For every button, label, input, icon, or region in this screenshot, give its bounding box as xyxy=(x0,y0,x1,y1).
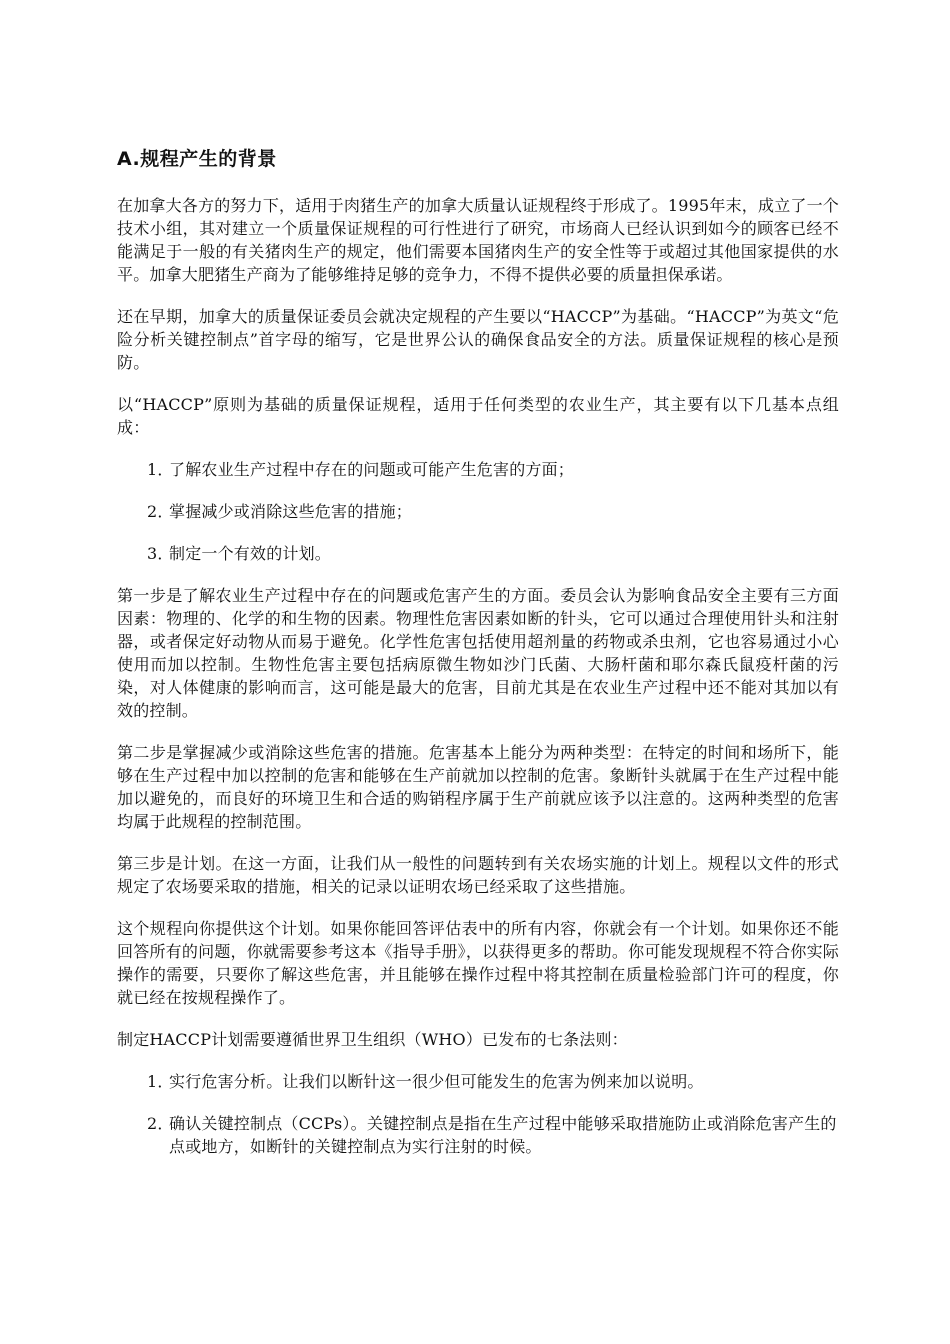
list-item-number: 2． xyxy=(147,1114,174,1133)
paragraph-haccp-points-intro: 以“HACCP”原则为基础的质量保证规程，适用于任何类型的农业生产，其主要有以下几基本点组成： xyxy=(117,395,839,437)
basic-points-list xyxy=(117,458,839,565)
list-item-number: 1． xyxy=(147,1072,174,1091)
paragraph-background: 在加拿大各方的努力下，适用于肉猪生产的加拿大质量认证规程终于形成了。1995年末，成立了一个技术小组，其对建立一个质量保证规程的可行性进行了研究，市场商人已经认识到如今的顾客已经不能满足于一般的有关猪肉生产的规定，他们需要本国猪肉生产的安全性等于或超过其他国家提供的水平。加拿大肥猪生产商为了能够维持足够的竞争力，不得不提供必要的质量担保承诺。 xyxy=(117,196,839,284)
list-item-text: 制定一个有效的计划。 xyxy=(169,544,332,563)
list-item-number: 3． xyxy=(147,544,174,563)
paragraph-haccp-basis: 还在早期，加拿大的质量保证委员会就决定规程的产生要以“HACCP”为基础。“HACCP”为英文“危险分析关键控制点”首字母的缩写，它是世界公认的确保食品安全的方法。质量保证规程的核心是预防。 xyxy=(117,307,839,372)
list-item xyxy=(117,542,839,565)
paragraph-plan: 这个规程向你提供这个计划。如果你能回答评估表中的所有内容，你就会有一个计划。如果你还不能回答所有的问题，你就需要参考这本《指导手册》，以获得更多的帮助。你可能发现规程不符合你实际操作的需要，只要你了解这些危害，并且能够在操作过程中将其控制在质量检验部门许可的程度，你就已经在按规程操作了。 xyxy=(117,919,839,1007)
list-item-text: 了解农业生产过程中存在的问题或可能产生危害的方面； xyxy=(169,460,575,479)
list-item xyxy=(117,500,839,523)
list-item xyxy=(117,1112,839,1158)
list-item xyxy=(117,458,839,481)
list-item-text: 实行危害分析。让我们以断针这一很少但可能发生的危害为例来加以说明。 xyxy=(169,1072,704,1091)
section-heading: A.规程产生的背景 xyxy=(117,148,277,170)
list-item-number: 2． xyxy=(147,502,174,521)
paragraph-step-two: 第二步是掌握减少或消除这些危害的措施。危害基本上能分为两种类型：在特定的时间和场所下，能够在生产过程中加以控制的危害和能够在生产前就加以控制的危害。象断针头就属于在生产过程中能加以避免的，而良好的环境卫生和合适的购销程序属于生产前就应该予以注意的。这两种类型的危害均属于此规程的控制范围。 xyxy=(117,743,839,831)
paragraph-step-three: 第三步是计划。在这一方面，让我们从一般性的问题转到有关农场实施的计划上。规程以文件的形式规定了农场要采取的措施，相关的记录以证明农场已经采取了这些措施。 xyxy=(117,854,839,896)
list-item-text: 掌握减少或消除这些危害的措施； xyxy=(169,502,413,521)
list-item-text: 确认关键控制点（CCPs）。关键控制点是指在生产过程中能够采取措施防止或消除危害产生的点或地方，如断针的关键控制点为实行注射的时候。 xyxy=(169,1114,837,1156)
list-item xyxy=(117,1070,839,1093)
list-item-number: 1． xyxy=(147,460,174,479)
paragraph-step-one: 第一步是了解农业生产过程中存在的问题或危害产生的方面。委员会认为影响食品安全主要有三方面因素：物理的、化学的和生物的因素。物理性危害因素如断的针头，它可以通过合理使用针头和注射器，或者保定好动物从而易于避免。化学性危害包括使用超剂量的药物或杀虫剂，它也容易通过小心使用而加以控制。生物性危害主要包括病原微生物如沙门氏菌、大肠杆菌和耶尔森氏鼠疫杆菌的污染，对人体健康的影响而言，这可能是最大的危害，目前尤其是在农业生产过程中还不能对其加以有效的控制。 xyxy=(117,586,839,720)
principles-list xyxy=(117,1070,839,1158)
document-page xyxy=(117,146,839,1177)
paragraph-seven-principles-intro: 制定HACCP计划需要遵循世界卫生组织（WHO）已发布的七条法则： xyxy=(117,1030,628,1049)
